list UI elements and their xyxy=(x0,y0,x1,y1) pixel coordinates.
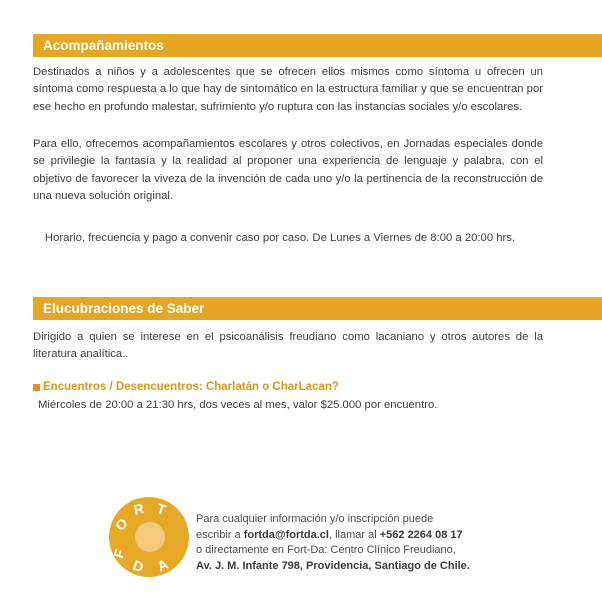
schedule-note: Horario, frecuencia y pago a convenir caso por caso. De Lunes a Viernes de 8:00 a 20:00 hrs. xyxy=(44,232,516,244)
section-title: Elucubraciones de Saber xyxy=(43,301,205,316)
contact-line: Para cualquier información y/o inscripción puede xyxy=(196,513,434,525)
phone-number: +562 2264 08 17 xyxy=(379,528,463,541)
svg-text:R: R xyxy=(132,500,146,518)
section-header-acompanamientos xyxy=(33,34,602,57)
section-header-elucubraciones xyxy=(33,297,602,320)
contact-line: escribir a fortda@fortda.cl, llamar al +562 2264 08 17 xyxy=(196,528,463,541)
svg-text:A: A xyxy=(154,555,171,575)
fort-da-logo xyxy=(108,496,190,578)
event-detail: Miércoles de 20:00 a 21:30 hrs, dos veces al mes, valor $25.000 por encuentro. xyxy=(38,399,438,411)
event-title-text: Encuentros / Desencuentros: Charlatán o CharLacan? xyxy=(43,381,339,393)
event-title xyxy=(33,381,339,393)
contact-line: o directamente en Fort-Da: Centro Clínico Freudiano, xyxy=(196,544,456,557)
square-bullet-icon xyxy=(33,384,40,391)
address: Av. J. M. Infante 798, Providencia, Santiago de Chile. xyxy=(196,559,470,572)
svg-text:T: T xyxy=(154,500,168,518)
paragraph: Para ello, ofrecemos acompañamientos escolares y otros colectivos, en Jornadas especiales donde se privilegie la fantasía y la realidad al proponer una experiencia de lenguaje y palabra, con el objetivo de favorecer la viveza de la invención de cada uno y/o la pertinencia de la reconstrucción de una nueva solución original. xyxy=(33,138,543,202)
contact-info xyxy=(196,512,470,574)
svg-text:D: D xyxy=(130,556,146,576)
paragraph: Destinados a niños y a adolescentes que se ofrecen ellos mismos como síntoma u ofrecen un síntoma como respuesta a lo que hay de sintomático en la estructura familiar y que se encuentran por ese hecho en profundo malestar, sufrimiento y/o ruptura con las instancias sociales y/o escolares. xyxy=(33,66,543,113)
email-link[interactable]: fortda@fortda.cl xyxy=(243,528,329,541)
svg-text:O: O xyxy=(112,514,131,534)
section-title: Acompañamientos xyxy=(43,38,164,53)
svg-text:F: F xyxy=(110,547,128,561)
paragraph: Dirigido a quien se interese en el psicoanálisis freudiano como lacaniano y otros autores de la literatura analítica.. xyxy=(33,331,543,361)
